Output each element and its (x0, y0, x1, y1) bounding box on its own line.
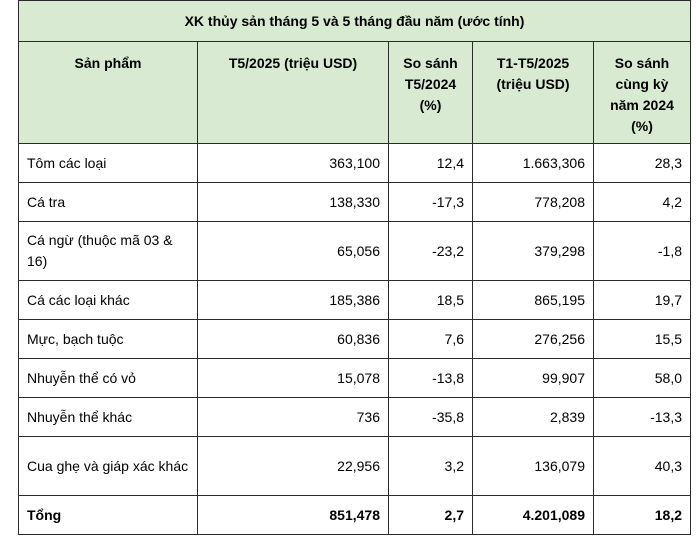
table-row (19, 437, 691, 496)
total-compare-period: 18,2 (594, 496, 691, 535)
cell-may-2025: 65,056 (198, 222, 389, 281)
total-compare-may: 2,7 (389, 496, 473, 535)
cell-may-2025: 60,836 (198, 320, 389, 359)
cell-compare-period: -13,3 (594, 398, 691, 437)
table-row (19, 281, 691, 320)
cell-may-2025: 15,078 (198, 359, 389, 398)
cell-product: Cá ngừ (thuộc mã 03 & 16) (19, 222, 198, 281)
header-jan-may-2025: T1-T5/2025 (triệu USD) (473, 42, 594, 144)
cell-compare-may: -13,8 (389, 359, 473, 398)
cell-compare-may: 7,6 (389, 320, 473, 359)
cell-product: Cá tra (19, 183, 198, 222)
cell-compare-period: 19,7 (594, 281, 691, 320)
table-row (19, 359, 691, 398)
cell-compare-may: -23,2 (389, 222, 473, 281)
cell-may-2025: 185,386 (198, 281, 389, 320)
table-row (19, 222, 691, 281)
cell-jan-may-2025: 99,907 (473, 359, 594, 398)
header-compare-may-2024: So sánh T5/2024 (%) (389, 42, 473, 144)
total-jan-may-2025: 4.201,089 (473, 496, 594, 535)
cell-compare-period: 28,3 (594, 144, 691, 183)
table-title: XK thủy sản tháng 5 và 5 tháng đầu năm (ước tính) (19, 1, 691, 42)
table-row (19, 320, 691, 359)
cell-compare-may: 3,2 (389, 437, 473, 496)
total-label: Tổng (19, 496, 198, 535)
total-may-2025: 851,478 (198, 496, 389, 535)
cell-product: Mực, bạch tuộc (19, 320, 198, 359)
cell-may-2025: 22,956 (198, 437, 389, 496)
table-title-row (19, 1, 691, 42)
cell-jan-may-2025: 379,298 (473, 222, 594, 281)
cell-jan-may-2025: 865,195 (473, 281, 594, 320)
cell-compare-period: 58,0 (594, 359, 691, 398)
cell-may-2025: 363,100 (198, 144, 389, 183)
header-product: Sản phẩm (19, 42, 198, 144)
header-compare-same-period-2024: So sánh cùng kỳ năm 2024 (%) (594, 42, 691, 144)
export-table-container (18, 0, 690, 535)
cell-compare-may: 18,5 (389, 281, 473, 320)
cell-product: Cua ghẹ và giáp xác khác (19, 437, 198, 496)
table-row (19, 398, 691, 437)
cell-compare-period: 4,2 (594, 183, 691, 222)
table-total-row (19, 496, 691, 535)
cell-product: Nhuyễn thể có vỏ (19, 359, 198, 398)
cell-product: Cá các loại khác (19, 281, 198, 320)
cell-compare-may: -35,8 (389, 398, 473, 437)
cell-compare-may: 12,4 (389, 144, 473, 183)
cell-may-2025: 736 (198, 398, 389, 437)
cell-compare-period: 15,5 (594, 320, 691, 359)
cell-jan-may-2025: 136,079 (473, 437, 594, 496)
header-may-2025: T5/2025 (triệu USD) (198, 42, 389, 144)
table-row (19, 144, 691, 183)
cell-jan-may-2025: 2,839 (473, 398, 594, 437)
cell-product: Tôm các loại (19, 144, 198, 183)
cell-compare-period: 40,3 (594, 437, 691, 496)
seafood-export-table (18, 0, 691, 535)
cell-product: Nhuyễn thể khác (19, 398, 198, 437)
table-row (19, 183, 691, 222)
table-header-row (19, 42, 691, 144)
cell-compare-may: -17,3 (389, 183, 473, 222)
cell-jan-may-2025: 778,208 (473, 183, 594, 222)
cell-jan-may-2025: 276,256 (473, 320, 594, 359)
cell-compare-period: -1,8 (594, 222, 691, 281)
cell-jan-may-2025: 1.663,306 (473, 144, 594, 183)
cell-may-2025: 138,330 (198, 183, 389, 222)
